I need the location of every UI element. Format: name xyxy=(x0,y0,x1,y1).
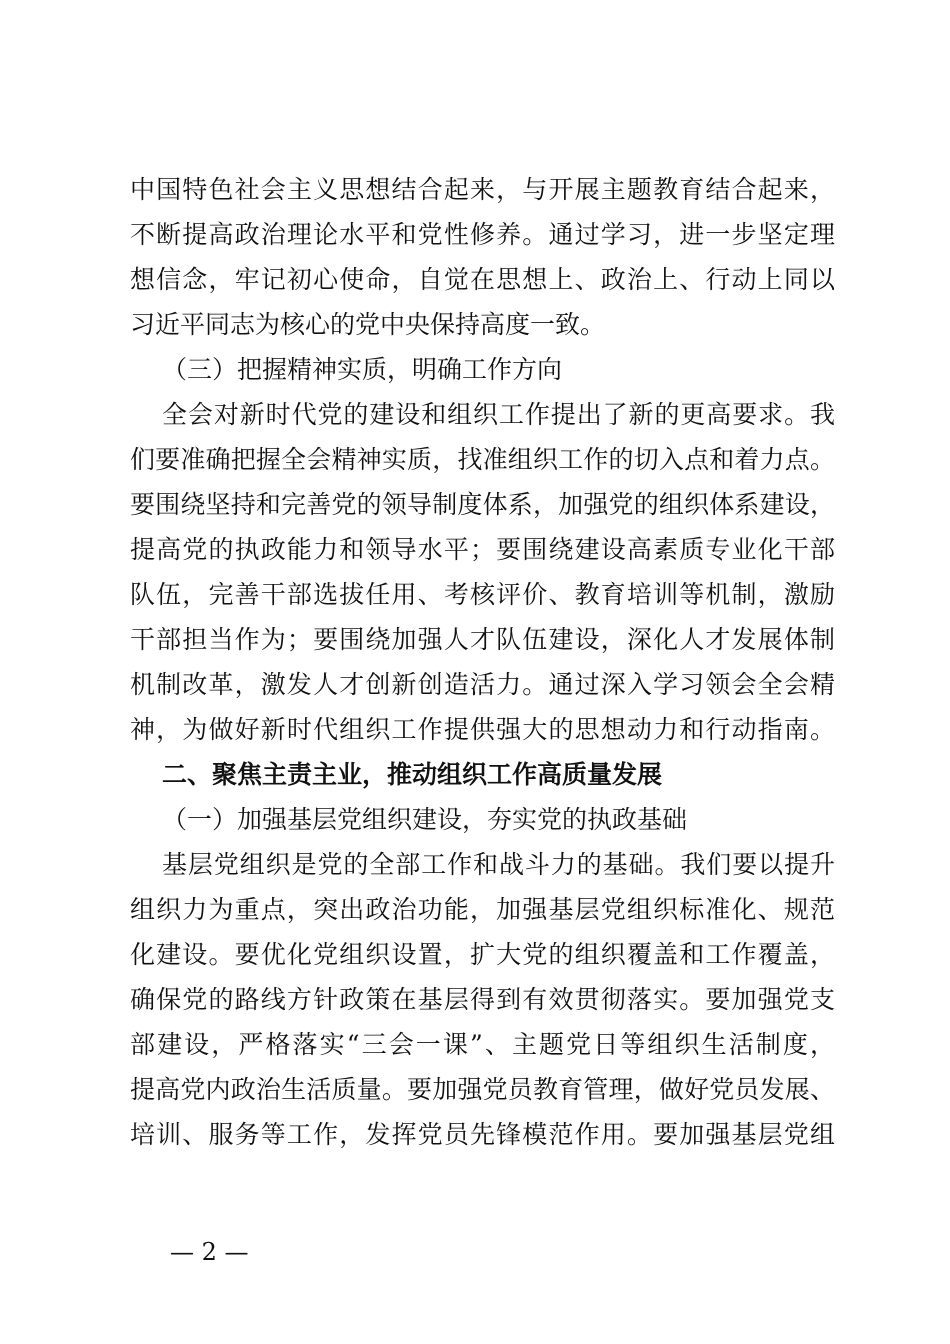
paragraph-line: 组织力为重点，突出政治功能，加强基层党组织标准化、规范 xyxy=(130,895,835,924)
paragraph-line: 们要准确把握全会精神实质，找准组织工作的切入点和着力点。 xyxy=(130,445,835,474)
paragraph-line: 队伍，完善干部选拔任用、考核评价、教育培训等机制，激励 xyxy=(130,580,835,609)
paragraph-line: 想信念，牢记初心使命，自觉在思想上、政治上、行动上同以 xyxy=(130,265,835,294)
paragraph-line: 习近平同志为核心的党中央保持高度一致。 xyxy=(130,310,606,339)
paragraph-line: 提高党内政治生活质量。要加强党员教育管理，做好党员发展、 xyxy=(130,1075,835,1104)
paragraph-line: 提高党的执政能力和领导水平；要围绕建设高素质专业化干部 xyxy=(130,535,835,564)
paragraph-line: 不断提高政治理论水平和党性修养。通过学习，进一步坚定理 xyxy=(130,220,835,249)
paragraph-line: 干部担当作为；要围绕加强人才队伍建设，深化人才发展体制 xyxy=(130,625,835,654)
paragraph-line: 中国特色社会主义思想结合起来，与开展主题教育结合起来， xyxy=(130,175,835,204)
paragraph-line: 机制改革，激发人才创新创造活力。通过深入学习领会全会精 xyxy=(130,670,835,699)
paragraph-line: 基层党组织是党的全部工作和战斗力的基础。我们要以提升 xyxy=(162,850,835,879)
document-body xyxy=(130,167,835,1157)
page-number: — 2 — xyxy=(170,1238,249,1266)
paragraph-line: 部建设，严格落实“三会一课”、主题党日等组织生活制度， xyxy=(130,1030,835,1059)
paragraph-line: 全会对新时代党的建设和组织工作提出了新的更高要求。我 xyxy=(162,400,835,429)
paragraph-line: 化建设。要优化党组织设置，扩大党的组织覆盖和工作覆盖， xyxy=(130,940,835,969)
paragraph-line: 神，为做好新时代组织工作提供强大的思想动力和行动指南。 xyxy=(130,715,835,744)
subheading: （三）把握精神实质，明确工作方向 xyxy=(162,355,563,384)
subheading: （一）加强基层党组织建设，夯实党的执政基础 xyxy=(162,805,688,834)
paragraph-line: 要围绕坚持和完善党的领导制度体系，加强党的组织体系建设， xyxy=(130,490,835,519)
paragraph-line: 培训、服务等工作，发挥党员先锋模范作用。要加强基层党组 xyxy=(130,1120,835,1149)
section-heading: 二、聚焦主责主业，推动组织工作高质量发展 xyxy=(162,760,663,789)
paragraph-line: 确保党的路线方针政策在基层得到有效贯彻落实。要加强党支 xyxy=(130,985,835,1014)
